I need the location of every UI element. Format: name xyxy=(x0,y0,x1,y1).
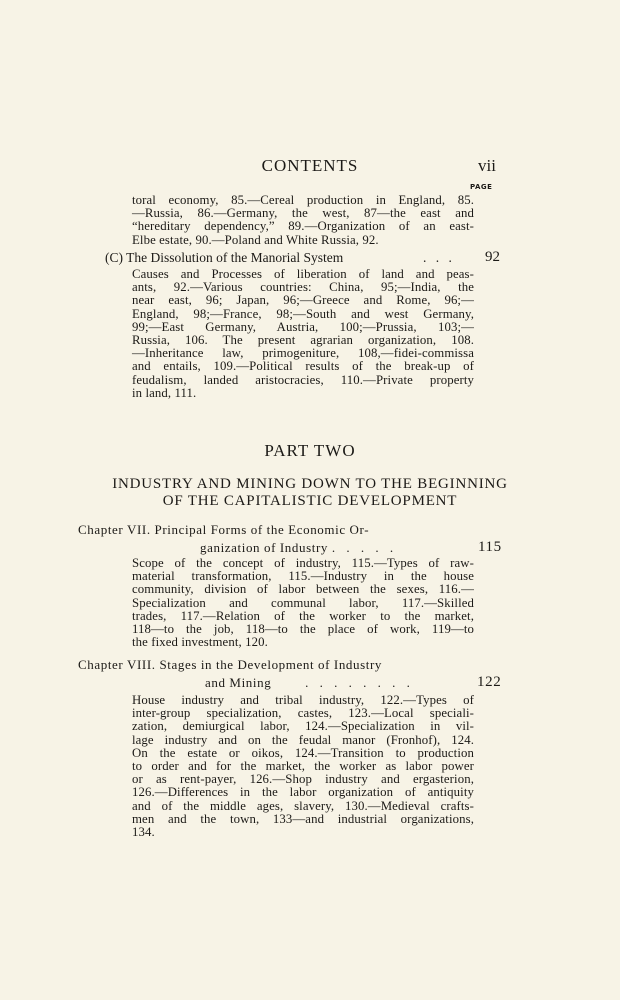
entry-line: —Russia, 86.—Germany, the west, 87—the east and xyxy=(132,206,474,221)
entry-line: community, division of labor between the sexes, 116.— xyxy=(132,582,474,597)
entry-line: Specialization and communal labor, 117.—Skilled xyxy=(132,595,474,610)
entry-line: and of the middle ages, slavery, 130.—Medieval crafts- xyxy=(132,798,474,813)
chapter-8-title: Chapter VIII. Stages in the Development of Industry xyxy=(78,657,383,672)
entry-line: men and the town, 133—and industrial organizations, xyxy=(132,811,474,826)
chapter-7-summary xyxy=(132,557,474,649)
chapter-7-page: 115 xyxy=(478,539,502,555)
entry-line: to order and for the market, the worker as labor power xyxy=(132,759,474,774)
entry-line: lage industry and on the feudal manor (Fronhof), 124. xyxy=(132,732,474,747)
entry-line: toral economy, 85.—Cereal production in England, 85. xyxy=(132,193,474,207)
chapter-8-title-cont: and Mining xyxy=(205,675,272,690)
section-c-summary xyxy=(132,268,474,400)
chapter-8-summary xyxy=(132,694,474,839)
entry-line: On the estate or oikos, 124.—Transition to production xyxy=(132,745,474,760)
entry-line: or as rent-payer, 126.—Shop industry and ergasterion, xyxy=(132,772,474,787)
entry-line: “hereditary dependency,” 89.—Organization of an east- xyxy=(132,219,474,234)
page-column-label: PAGE xyxy=(470,183,493,191)
chapter-8-page: 122 xyxy=(477,674,502,690)
leader-dots: . . . . . . . . xyxy=(305,675,414,690)
entry-line: trades, 117.—Relation of the worker to the market, xyxy=(132,608,474,623)
part-title: PART TWO xyxy=(264,441,356,460)
entry-line: Russia, 106. The present agrarian organization, 108. xyxy=(132,333,474,348)
leader-dots: . . . . . xyxy=(331,540,398,555)
entry-line: ants, 92.—Various countries: China, 95;—India, the xyxy=(132,280,474,295)
entry-line: 134. xyxy=(132,825,155,840)
entry-line: House industry and tribal industry, 122.—Types of xyxy=(132,693,474,707)
section-c-label: (C) The Dissolution of the Manorial System xyxy=(105,250,344,265)
entry-line: and entails, 109.—Political results of the break-up of xyxy=(132,359,474,374)
running-head-title: CONTENTS xyxy=(261,156,359,175)
chapter-7-title-cont: ganization of Industry xyxy=(200,540,329,555)
entry-line: inter-group specialization, castes, 123.—Local speciali- xyxy=(132,706,474,721)
leader-dots: . . . xyxy=(423,250,455,265)
entry-line: near east, 96; Japan, 96;—Greece and Rome, 96;— xyxy=(132,293,474,308)
entry-line: material transformation, 115.—Industry in the house xyxy=(132,569,474,584)
chapter-7-heading-line-1 xyxy=(78,522,504,538)
entry-line: Scope of the concept of industry, 115.—Types of raw- xyxy=(132,556,474,570)
entry-line: —Inheritance law, primogeniture, 108,—fidei-commissa xyxy=(132,346,474,361)
entry-line: 118—to the job, 118—to the place of work, 119—to xyxy=(132,622,474,637)
continued-entry-block xyxy=(132,194,474,247)
part-subtitle-line-2: OF THE CAPITALISTIC DEVELOPMENT xyxy=(162,493,458,509)
entry-line: the fixed investment, 120. xyxy=(132,635,268,650)
entry-line: England, 98;—France, 98;—South and west Germany, xyxy=(132,306,474,321)
chapter-8-heading-line-2 xyxy=(205,675,504,691)
chapter-7-heading-line-2 xyxy=(200,540,504,556)
section-c-page: 92 xyxy=(485,249,500,265)
entry-line: 126.—Differences in the labor organization of antiquity xyxy=(132,785,474,800)
section-c-heading xyxy=(105,250,502,266)
page-number: vii xyxy=(478,156,496,175)
entry-line: feudalism, landed aristocracies, 110.—Private property xyxy=(132,372,474,387)
chapter-7-title: Chapter VII. Principal Forms of the Economic Or- xyxy=(78,522,370,537)
entry-line: 99;—East Germany, Austria, 100;—Prussia, 103;— xyxy=(132,319,474,334)
part-subtitle-line-1: INDUSTRY AND MINING DOWN TO THE BEGINNING xyxy=(112,476,508,492)
entry-line: in land, 111. xyxy=(132,385,197,400)
entry-line: Causes and Processes of liberation of land and peas- xyxy=(132,267,474,281)
entry-line: zation, demiurgical labor, 124.—Specialization in vil- xyxy=(132,719,474,734)
chapter-8-heading-line-1 xyxy=(78,657,504,673)
entry-line: Elbe estate, 90.—Poland and White Russia, 92. xyxy=(132,232,379,247)
